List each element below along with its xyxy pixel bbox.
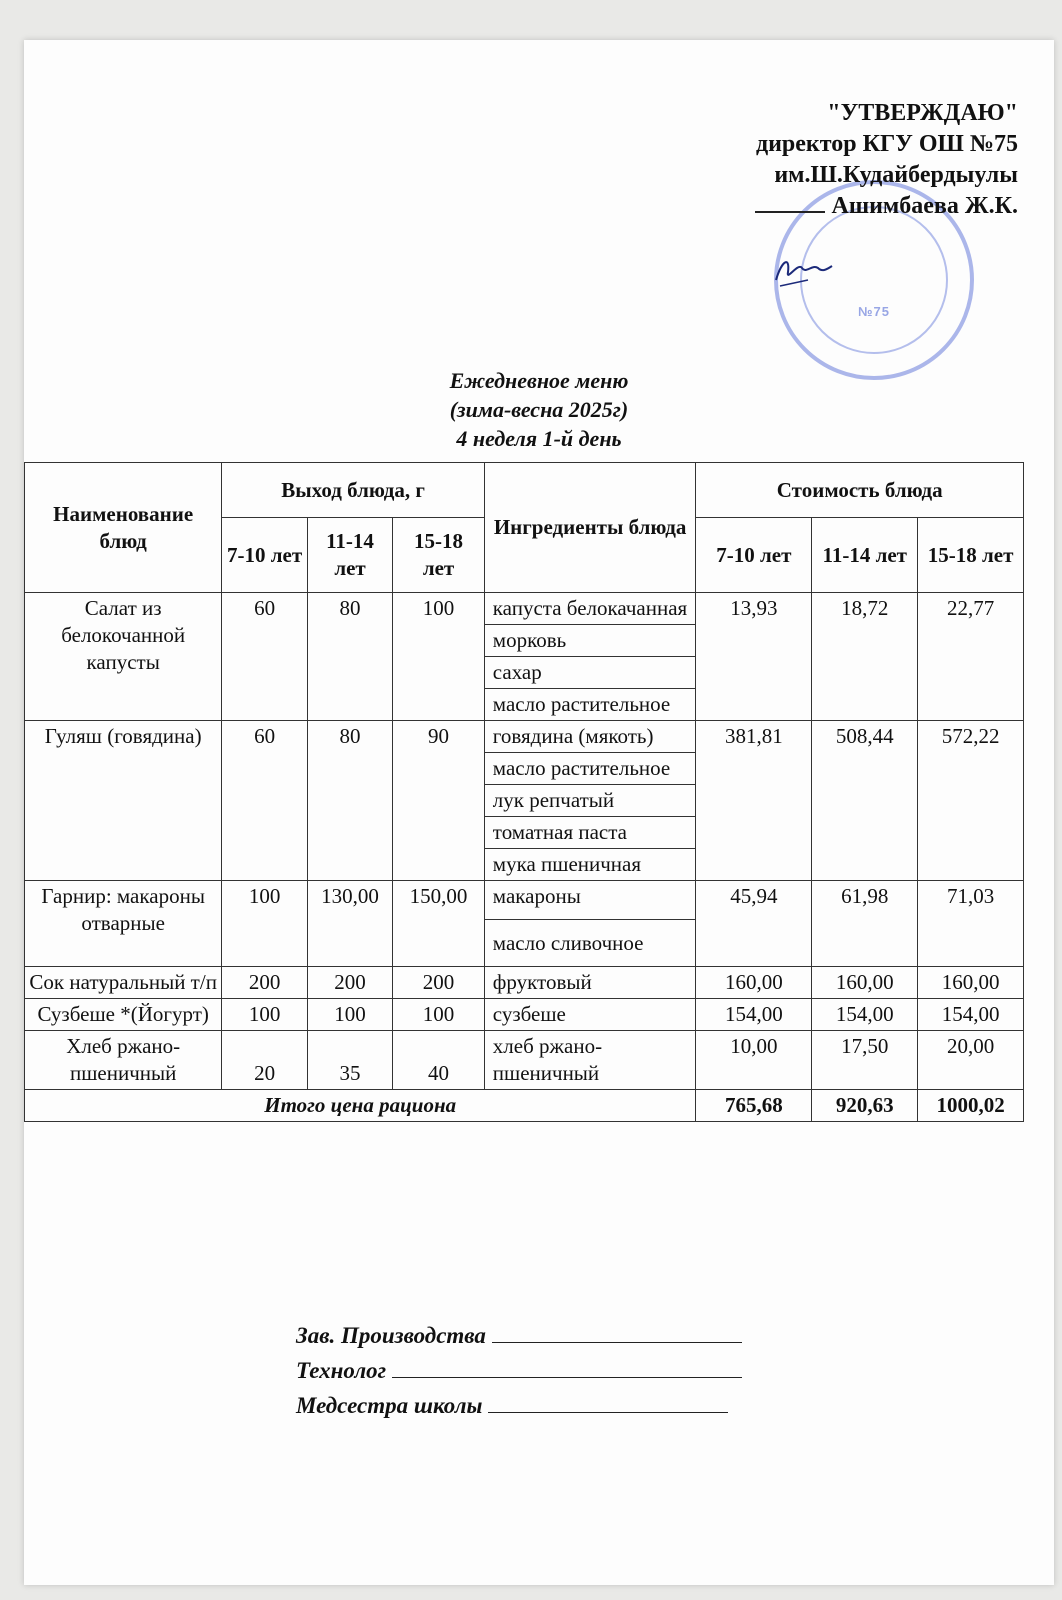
output-age3: 150,00 bbox=[393, 881, 485, 967]
menu-table bbox=[24, 462, 1024, 1122]
header-cost-age3: 15-18 лет bbox=[918, 518, 1024, 593]
table-header-row bbox=[25, 463, 1024, 518]
header-output: Выход блюда, г bbox=[222, 463, 484, 518]
ingredient: лук репчатый bbox=[484, 785, 696, 817]
cost-age2: 508,44 bbox=[812, 721, 918, 881]
cost-age2: 154,00 bbox=[812, 999, 918, 1031]
dish-name: Гарнир: макароны отварные bbox=[25, 881, 222, 967]
cost-age1: 13,93 bbox=[696, 593, 812, 721]
header-ingredients: Ингредиенты блюда bbox=[484, 463, 696, 593]
approval-position: директор КГУ ОШ №75 bbox=[755, 131, 1018, 157]
ingredient: сузбеше bbox=[484, 999, 696, 1031]
approval-signer-name: Ашимбаева Ж.К. bbox=[831, 193, 1018, 219]
cost-age3: 20,00 bbox=[918, 1031, 1024, 1090]
ingredient: масло сливочное bbox=[484, 920, 696, 967]
document-page bbox=[24, 40, 1054, 1585]
output-age2: 100 bbox=[307, 999, 392, 1031]
ingredient: мука пшеничная bbox=[484, 849, 696, 881]
handwritten-signature bbox=[768, 250, 838, 290]
ingredient: говядина (мякоть) bbox=[484, 721, 696, 753]
output-age3: 200 bbox=[393, 967, 485, 999]
cost-age1: 160,00 bbox=[696, 967, 812, 999]
total-age2: 920,63 bbox=[812, 1090, 918, 1122]
output-age3: 100 bbox=[393, 999, 485, 1031]
table-row bbox=[25, 721, 1024, 753]
approval-heading: "УТВЕРЖДАЮ" bbox=[827, 100, 1018, 126]
output-age2: 200 bbox=[307, 967, 392, 999]
header-output-age2: 11-14 лет bbox=[307, 518, 392, 593]
total-age3: 1000,02 bbox=[918, 1090, 1024, 1122]
total-age1: 765,68 bbox=[696, 1090, 812, 1122]
menu-title-line3: 4 неделя 1-й день bbox=[456, 426, 622, 451]
approval-school-name: им.Ш.Кудайбердыулы bbox=[774, 162, 1018, 188]
cost-age2: 18,72 bbox=[812, 593, 918, 721]
signature-nurse bbox=[296, 1388, 776, 1423]
cost-age1: 154,00 bbox=[696, 999, 812, 1031]
output-age2: 130,00 bbox=[307, 881, 392, 967]
seal-text: №75 bbox=[858, 304, 890, 319]
cost-age2: 17,50 bbox=[812, 1031, 918, 1090]
cost-age3: 572,22 bbox=[918, 721, 1024, 881]
output-age1: 60 bbox=[222, 593, 307, 721]
total-label: Итого цена рациона bbox=[25, 1090, 696, 1122]
ingredient: капуста белокачанная bbox=[484, 593, 696, 625]
output-age2: 80 bbox=[307, 593, 392, 721]
cost-age3: 22,77 bbox=[918, 593, 1024, 721]
header-output-age3: 15-18 лет bbox=[393, 518, 485, 593]
approval-signer-line bbox=[678, 191, 1018, 222]
output-age1: 100 bbox=[222, 999, 307, 1031]
total-row bbox=[25, 1090, 1024, 1122]
signature-line bbox=[755, 211, 825, 213]
table-row bbox=[25, 593, 1024, 625]
production-head-label: Зав. Производства bbox=[296, 1323, 486, 1348]
dish-name: Сузбеше *(Йогурт) bbox=[25, 999, 222, 1031]
output-age1: 100 bbox=[222, 881, 307, 967]
cost-age1: 10,00 bbox=[696, 1031, 812, 1090]
production-head-line bbox=[492, 1322, 742, 1343]
cost-age3: 154,00 bbox=[918, 999, 1024, 1031]
ingredient: морковь bbox=[484, 625, 696, 657]
cost-age1: 381,81 bbox=[696, 721, 812, 881]
dish-name: Сок натуральный т/п bbox=[25, 967, 222, 999]
menu-title bbox=[24, 366, 1054, 453]
output-age2: 80 bbox=[307, 721, 392, 881]
table-row bbox=[25, 1031, 1024, 1090]
signatures-block bbox=[296, 1318, 776, 1423]
cost-age2: 160,00 bbox=[812, 967, 918, 999]
header-cost: Стоимость блюда bbox=[696, 463, 1024, 518]
cost-age3: 160,00 bbox=[918, 967, 1024, 999]
table-row bbox=[25, 881, 1024, 920]
ingredient: масло растительное bbox=[484, 753, 696, 785]
output-age3: 100 bbox=[393, 593, 485, 721]
ingredient: фруктовый bbox=[484, 967, 696, 999]
dish-name: Гуляш (говядина) bbox=[25, 721, 222, 881]
nurse-line bbox=[488, 1392, 728, 1413]
dish-name: Салат из белокочанной капусты bbox=[25, 593, 222, 721]
output-age3: 40 bbox=[393, 1031, 485, 1090]
technologist-line bbox=[392, 1357, 742, 1378]
output-age3: 90 bbox=[393, 721, 485, 881]
nurse-label: Медсестра школы bbox=[296, 1393, 483, 1418]
output-age2: 35 bbox=[307, 1031, 392, 1090]
ingredient: томатная паста bbox=[484, 817, 696, 849]
menu-title-line2: (зима-весна 2025г) bbox=[449, 397, 629, 422]
header-cost-age2: 11-14 лет bbox=[812, 518, 918, 593]
output-age1: 20 bbox=[222, 1031, 307, 1090]
cost-age2: 61,98 bbox=[812, 881, 918, 967]
approval-block bbox=[678, 98, 1018, 222]
technologist-label: Технолог bbox=[296, 1358, 387, 1383]
table-row bbox=[25, 967, 1024, 999]
cost-age1: 45,94 bbox=[696, 881, 812, 967]
header-output-age1: 7-10 лет bbox=[222, 518, 307, 593]
header-dish-name: Наименование блюд bbox=[25, 463, 222, 593]
dish-name: Хлеб ржано-пшеничный bbox=[25, 1031, 222, 1090]
signature-technologist bbox=[296, 1353, 776, 1388]
cost-age3: 71,03 bbox=[918, 881, 1024, 967]
ingredient: хлеб ржано-пшеничный bbox=[484, 1031, 696, 1090]
table-row bbox=[25, 999, 1024, 1031]
ingredient: макароны bbox=[484, 881, 696, 920]
ingredient: сахар bbox=[484, 657, 696, 689]
output-age1: 200 bbox=[222, 967, 307, 999]
header-cost-age1: 7-10 лет bbox=[696, 518, 812, 593]
signature-production-head bbox=[296, 1318, 776, 1353]
ingredient: масло растительное bbox=[484, 689, 696, 721]
output-age1: 60 bbox=[222, 721, 307, 881]
menu-title-line1: Ежедневное меню bbox=[449, 368, 629, 393]
